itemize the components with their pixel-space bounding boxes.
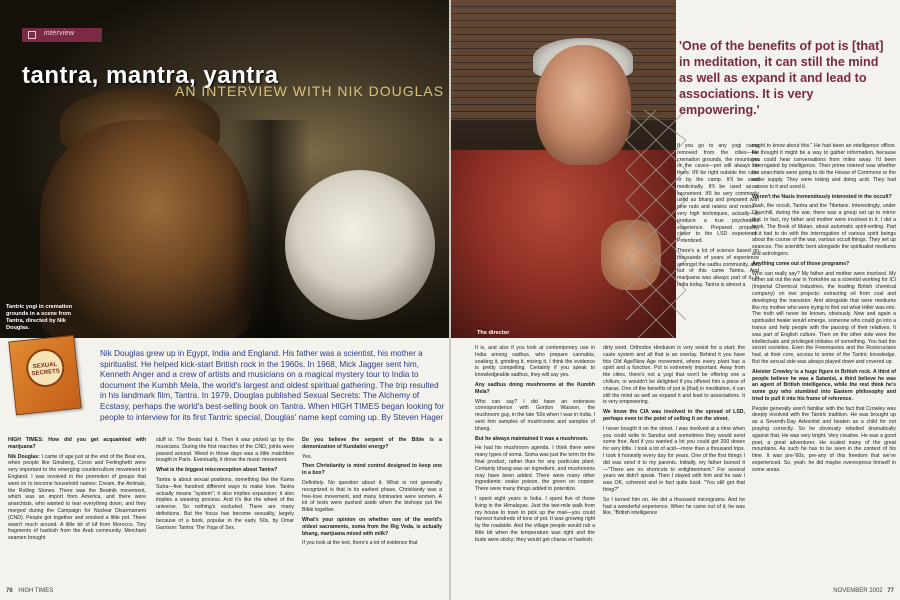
page-number-right: 77 [887,588,894,594]
interview-answer [752,143,896,191]
paragraph-text: If you go to any yogi camp removed from the cities—the cremation grounds, the mountains or the caves—pot will always be there. It'll be right outside the cave or by the camp. It'll be used medicinally. It'll be used as a sacrament. It'll be very commonly used as bhang and prepared with pine nuts and raisins and resins—very high techniques, actually—to produce a true psychedelic experience. Prepared properly, closer to the LSD experience. Potentized. [677,143,759,245]
section-label: interview [44,30,75,37]
section-tab [22,28,102,42]
paragraph-text: Anything come out of those programs? [752,260,850,267]
text-column-6 [752,143,896,589]
interview-answer [603,497,745,517]
paragraph-text: ought to know about this." He had been an intelligence officer. He thought it might be a way to gather information, because you could hear conversations from miles away. I'd been interrogated by intelligence. Their prime interest was whether the anarchists were going to do the House of Commons or the water supply. They were toking and doing acid. They had access to it and used it. [752,143,896,190]
paragraph-text: Do you believe the serpent of the Bible is a demonization of Kundalini energy? [302,437,442,450]
interview-answer [677,143,759,245]
speaker-name: Nik Douglas: [8,453,40,460]
right-page [451,0,900,600]
paragraph-text: If you look at the text, there's a lot of evidence that [302,540,418,547]
paragraph-text: What is the biggest misconception about Tantra? [156,467,278,474]
interview-answer [475,445,595,493]
paragraph-text: But he always maintained it was a mushroom. [475,435,589,442]
paragraph-text: It is, and also if you look at contemporary use in India among sadhus, who prepare cannabis, soaking it, grinding it, mixing it. I think the evidence is pretty compelling. Certainly if you speak to knowledgeable sadhus, they will say yes. [475,345,595,379]
interview-answer [475,399,595,433]
intro-paragraph: Nik Douglas grew up in Egypt, India and England. His father was a scientist, his mother a spiritualist. He helped kick-start British rock in the 1960s. In 1968, Mick Jagger sent him, Kenneth Anger and a crew of artists and musicians on a magical mystery tour to India to document the Kumbh Mela, the world's largest and oldest spiritual gathering. The trip resulted in his landmark film, Tantra. In 1979, Douglas published Sexual Secrets: The Alchemy of Ecstasy, perhaps the world's best-selling book on Tantra. When HIGH TIMES began looking for people to interview for its first Tantric special, Douglas' name kept coming up. By Steven Hager [100,349,445,422]
paragraph-text: Yeah, the occult, Tantra and the Tibetans. Interestingly, under Churchill, during the war, there was a group set up to mirror that. In fact, my father and mother were involved in it. I did a book, The Book of Matan, about automatic spirit-writing. Part of it had to do with the interrogation of various spirit beings about the course of the war, various occult things. They set up seances. The scientific bent alongside the spiritualist mediums and astrologers. [752,203,896,257]
interview-answer [156,477,294,531]
paragraph-text: I came of age just at the end of the Beat era, when people like Ginsberg, Corso and Ferlinghetti were very important to the emerging counterculture movement in England. I was involved in the promotion of groups that went on to become household names: Cream, the Animals, the Rolling Stones. There was the Beatnik movement, which was an import from America, and there were anarchists, who wanted to tear everything down, and they merged during the Campaign for Nuclear Disarmament (CND). People got together and smoked a little pot. There wasn't much around. A little bit of kif from Morocco. Tiny fragments of hashish from the Arab community. Merchant seamen brought [8,453,146,542]
folio-left [6,588,53,594]
paragraph-text: Aleister Crowley is a huge figure in British rock. A third of people believe he was a Satanist, a third believe he was an agent of British intelligence, while the rest think he's some guy who stumbled into Eastern philosophy and tried to pull it into his frame of reference. [752,368,896,402]
interview-question [752,261,896,268]
interview-question [302,437,442,451]
interview-question [302,517,442,537]
interview-answer [302,480,442,514]
paragraph-text: Yes. [302,453,312,460]
photo-skull-shape [285,170,435,320]
book-cover-title: SEXUAL SECRETS [31,361,61,378]
paragraph-text: Definitely. No question about it. What is not generally recognized is that in its earliest phase, Christianity was a free-love movement, and many luminaries were women. A lot of texts were pushed aside when the bishops put the Bible together. [302,479,442,514]
interview-answer [752,406,896,474]
paragraph-text: I spent eight years in India. I spent five of those living in the Himalayas. Just the two-mile walk from my house to town to pick up the mail—you could harvest hundreds of tons of pot. It was growing right by the roadside. And the village people would rub a little bit when the temperature was right and the buds were sticky; they would get charas or hashish. [475,495,595,543]
paragraph-text: So I turned him on. He did a thousand micrograms. And he had a wonderful experience. When he came out of it, he was like, "British intelligence [603,496,745,517]
page-number-left: 76 [6,588,13,594]
paragraph-text: Then Christianity is mind control designed to keep one in a box? [302,463,442,477]
tantric-yogi-photo [0,0,449,338]
text-column-5-bottom [603,345,745,589]
paragraph-text: There's a lot of science based on thousands of years of experience amongst the sadhu community, and out of this came Tantra. And marijuana was always part of it. In India today, Tantra is almost a [677,247,759,288]
interview-answer [8,454,146,542]
section-square-icon [28,31,36,39]
text-column-1 [8,437,146,589]
book-cover-image [8,335,81,415]
interview-question [8,437,146,451]
paragraph-text: Weren't the Nazis tremendously interested in the occult? [752,193,892,200]
interview-answer [752,203,896,257]
book-cover-emblem [24,347,66,389]
paragraph-text: He had his mushroom agenda. I think there were many types of soma. Soma was just the term for the final product, rather than for any particular plant. Certainly bhang was an ingredient, and mushrooms may have been added. There were many other ingredients: snake poison, the green on copper. There were many things added to potentize. [475,445,595,493]
text-column-4 [475,345,595,589]
interview-answer [156,437,294,464]
interview-question [752,194,896,201]
folio-right [833,588,894,594]
issue-date: NOVEMBER 2002 [833,588,883,594]
interview-question [603,409,745,423]
interview-answer [603,426,745,494]
interview-question [475,382,595,396]
interview-answer [752,271,896,366]
interview-answer [475,496,595,544]
magazine-name: HIGH TIMES [18,588,54,594]
interview-answer [603,345,745,406]
interview-answer [677,248,759,289]
photo-caption-right: The director [477,330,510,336]
paragraph-text: stuff in. The Beats had it. Then it was picked up by the musicians. During the first marches of the CND, joints were passed around. Weed in those days was a little matchbox bought in Paris. Eventually, it drove the music movement. [156,437,294,464]
article-title: tantra, mantra, yantra [22,62,279,89]
paragraph-text: I never bought it on the street. I was involved at a time when you could write to Sandoz and sometimes they would send some free. And if you wanted a lot you could get 200 doses for very little. I took a lot of acid—more than a thousand trips. I took it honestly every day for years. One of the first things I did was send it to my parents. Initially, my father burned it—"There are no shortcuts to enlightenment." For several years we didn't speak. Then I stayed with him and he saw I was OK, coherent and in fact quite lucid. "You still got that thing?" [603,425,745,493]
photo-head-shape [536,45,631,165]
paragraph-text: People generally aren't familiar with the fact that Crowley was deeply involved with the Tantric tradition. He was brought up as a Seventh-Day Adventist and beaten as a child for not praying correctly. So he obviously rebelled dramatically against that. He was very bright. Very creative. He was a good poet, a great adventurer. He scaled many of the great mountains. As such he has to be seen in the context of his time. It was pre-'60s, pre-any of this freedom that we've experienced. So, yeah, he did maybe overexpress himself in some areas. [752,405,896,473]
paragraph-text: dirty word. Orthodox Hinduism is very sexist for a start; the caste system and all that is an overlay. Behind it you have this Old Age/New Age movement, where every plant has a spirit and a function. Pot is extremely important. Away from the cities, there's not a yogi that won't be offering one a chillum, or wouldn't be delighted if you offered him a piece of charas. One of the benefits of pot is [that] in meditation, it can still the mind as well as expand it and lead to associations. It is very empowering. [603,345,745,406]
interview-answer [475,345,595,379]
paragraph-text: Who can say? I did have an extensive correspondence with Gordon Wasson, the mushroom guy, in the late '60s when I was in India. I sent him samples of mushrooms and samples of bhang. [475,398,595,432]
interview-answer [302,454,442,461]
text-column-3 [302,437,442,589]
paragraph-text: Any sadhus doing mushrooms at the Kumbh Mela? [475,381,595,395]
interview-question [156,467,294,474]
paragraph-text: Who can really say? My father and mother were involved. My father sat out the war in Yorkshire as a scientist working for ICI (Imperial Chemical Industries, the leading British chemical company) on two projects: extracting oil from coal and developing the transistor. And alongside that were mediums like my mother who were trying to find out what Hitler was into. The truth will never be known, obviously. Now and again a spiritualist healer would emerge, someone who could go into a trance and help people with the passing of their relatives. It was part of English culture. Then on the other side were the intellectuals and privileged initiates of something. You had the secret societies. Even the Freemasons and the Rosicrucians had, at their core, access to some of the Tantric knowledge. But the sexual side was always played down and covered up. [752,270,896,365]
paragraph-text: We know the CIA was involved in the spread of LSD, perhaps even to the point of selling it on the street. [603,409,745,422]
paragraph-text: Tantra is about sexual positions, something like the Kama Sutra—five hundred different ways to make love. Tantra actually means "system"; it also implies expansion; it also implies a weaving process. And it's like the wheel of the universe. So nothing's excluded. There are many definitions. But the focus has become sexuality, largely because of a book, popular in the early '60s, by Omar Garrison: Tantra: The Yoga of Sex. [156,476,294,531]
interview-question [302,463,442,477]
article-subtitle: AN INTERVIEW WITH NIK DOUGLAS [175,83,445,99]
paragraph-text: HIGH TIMES: How did you get acquainted with marijuana? [8,437,146,450]
text-column-2 [156,437,294,589]
paragraph-text: What's your opinion on whether one of the world's oldest sacraments, soma from the Rig Veda, is actually bhang, marijuana mixed with milk? [302,516,442,537]
left-page [0,0,449,600]
pull-quote: 'One of the benefits of pot is [that] in meditation, it can still the mind as well as expand it and lead to associations. It is very empowering.' [679,39,884,117]
interview-answer [302,540,442,547]
interview-question [752,369,896,403]
interview-question [475,436,595,443]
text-column-5-top [677,143,759,343]
photo-caption-left: Tantric yogi in cremation grounds in a scene from Tantra, directed by Nik Douglas. [6,304,73,331]
